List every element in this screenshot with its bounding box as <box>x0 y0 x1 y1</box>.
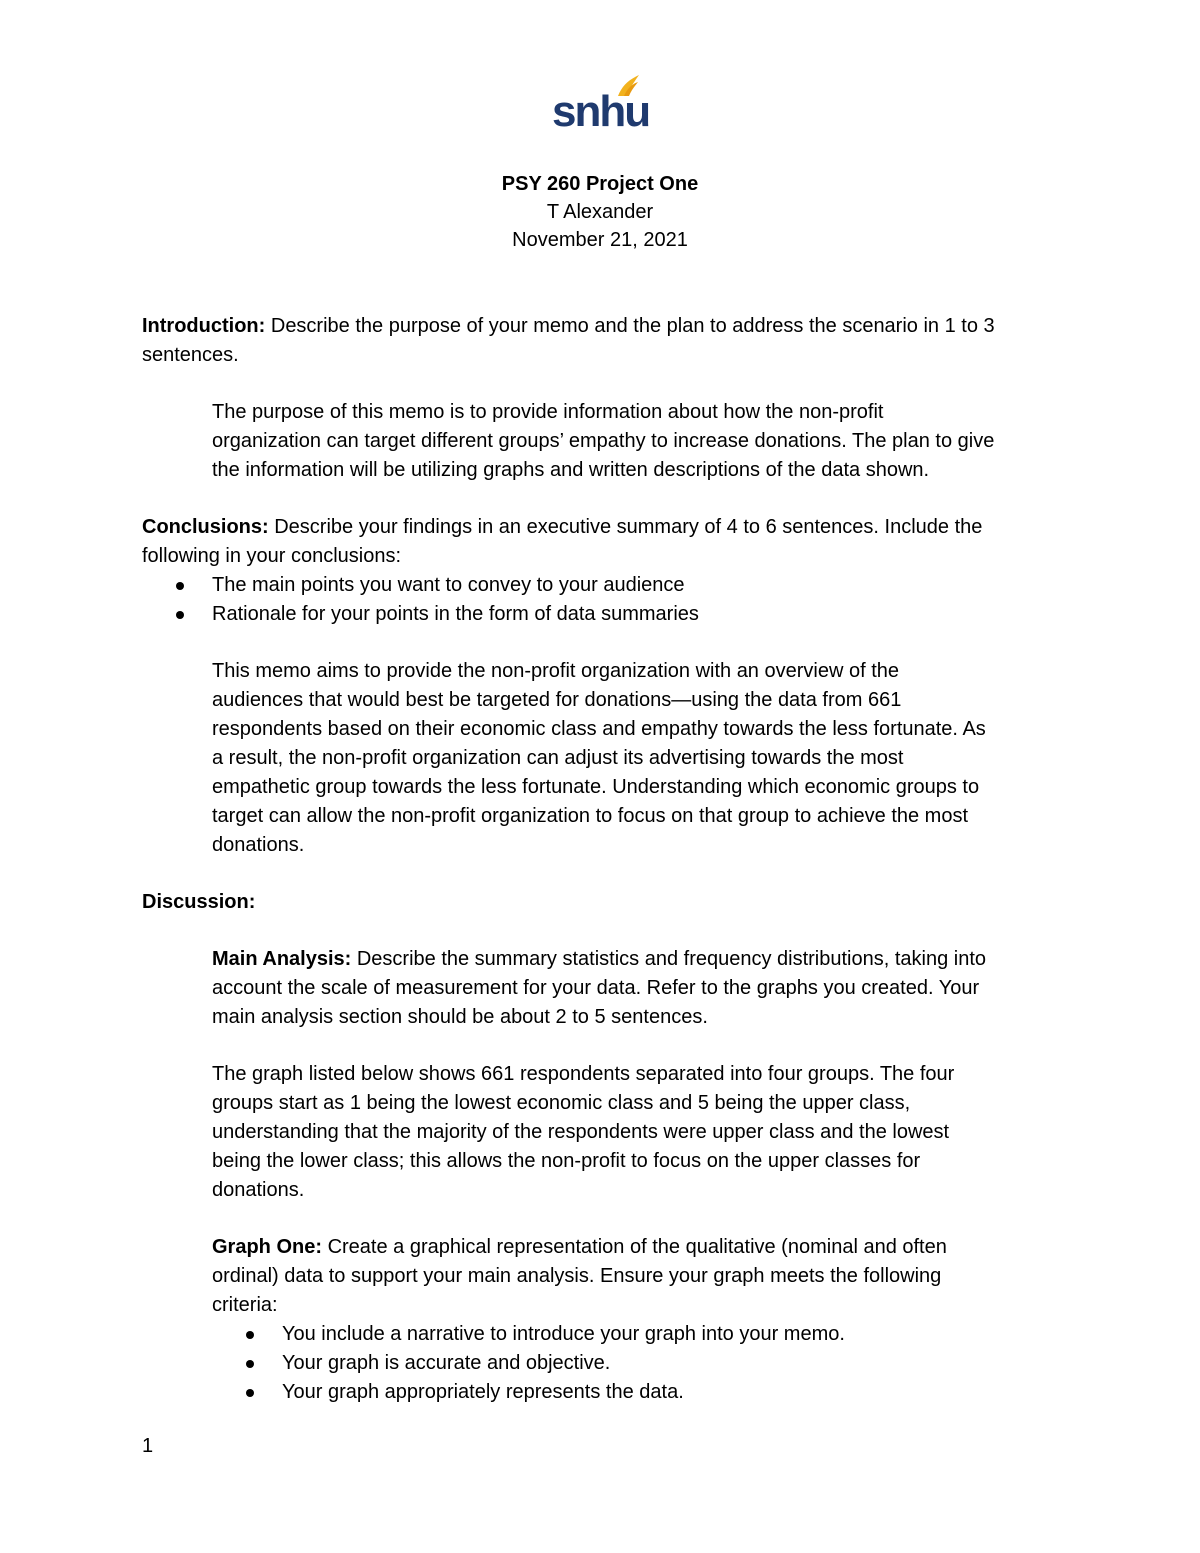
text-line: The purpose of this memo is to provide information about how the non-profit <box>212 401 884 423</box>
list-item: You include a narrative to introduce your graph into your memo. <box>142 1320 1072 1349</box>
snhu-logo <box>552 74 650 136</box>
introduction-response <box>212 398 1072 485</box>
text-line: Describe your findings in an executive summary of 4 to 6 sentences. Include the <box>268 516 983 538</box>
text-line: a result, the non-profit organization can adjust its advertising towards the most <box>212 747 904 769</box>
conclusions-response <box>212 657 1072 860</box>
graph-one-heading: Graph One: <box>212 1236 323 1258</box>
text-line: understanding that the majority of the respondents were upper class and the lowest <box>212 1121 950 1143</box>
logo-wordmark: snhu <box>552 87 650 136</box>
text-line: Create a graphical representation of the qualitative (nominal and often <box>322 1236 947 1258</box>
text-line: being the lower class; this allows the non-profit to focus on the upper classes for <box>212 1150 921 1172</box>
document-body <box>142 312 1072 1407</box>
list-item: Rationale for your points in the form of data summaries <box>142 600 1072 629</box>
text-line: respondents based on their economic class and empathy towards the less fortunate. As <box>212 718 986 740</box>
document-title: PSY 260 Project One <box>501 173 699 195</box>
text-line: audiences that would best be targeted for donations—using the data from 661 <box>212 689 902 711</box>
text-line: the information will be utilizing graphs and written descriptions of the data shown. <box>212 459 930 481</box>
conclusions-bullet-list <box>142 571 1072 629</box>
introduction-prompt-text: Describe the purpose of your memo and the plan to address the scenario in 1 to 3 sentences. <box>142 315 995 366</box>
discussion-heading: Discussion: <box>142 891 256 913</box>
introduction-prompt <box>142 312 1072 370</box>
list-item: Your graph is accurate and objective. <box>142 1349 1072 1378</box>
main-analysis-response <box>212 1060 1072 1205</box>
text-line: Describe the summary statistics and frequency distributions, taking into <box>351 948 987 970</box>
text-line: criteria: <box>212 1294 278 1316</box>
text-line: organization can target different groups’ empathy to increase donations. The plan to give <box>212 430 995 452</box>
graph-one-prompt <box>212 1233 1072 1320</box>
text-line: The graph listed below shows 661 respondents separated into four groups. The four <box>212 1063 955 1085</box>
text-line: ordinal) data to support your main analysis. Ensure your graph meets the following <box>212 1265 942 1287</box>
document-author: T Alexander <box>546 201 654 223</box>
graph-one-bullet-list <box>142 1320 1072 1407</box>
text-line: donations. <box>212 834 305 856</box>
conclusions-prompt <box>142 513 1072 571</box>
text-line: following in your conclusions: <box>142 545 402 567</box>
main-analysis-heading: Main Analysis: <box>212 948 352 970</box>
text-line: main analysis section should be about 2 to 5 sentences. <box>212 1006 708 1028</box>
introduction-heading: Introduction: <box>142 315 266 337</box>
conclusions-heading: Conclusions: <box>142 516 269 538</box>
text-line: donations. <box>212 1179 305 1201</box>
document-date: November 21, 2021 <box>512 229 688 251</box>
list-item: Your graph appropriately represents the data. <box>142 1378 1072 1407</box>
main-analysis-prompt <box>212 945 1072 1032</box>
page-number: 1 <box>142 1435 154 1457</box>
text-line: target can allow the non-profit organization to focus on that group to achieve the most <box>212 805 969 827</box>
text-line: groups start as 1 being the lowest economic class and 5 being the upper class, <box>212 1092 911 1114</box>
text-line: empathetic group towards the less fortunate. Understanding which economic groups to <box>212 776 980 798</box>
document-header <box>0 170 1200 254</box>
list-item: The main points you want to convey to your audience <box>142 571 1072 600</box>
text-line: This memo aims to provide the non-profit organization with an overview of the <box>212 660 900 682</box>
text-line: account the scale of measurement for your data. Refer to the graphs you created. Your <box>212 977 980 999</box>
